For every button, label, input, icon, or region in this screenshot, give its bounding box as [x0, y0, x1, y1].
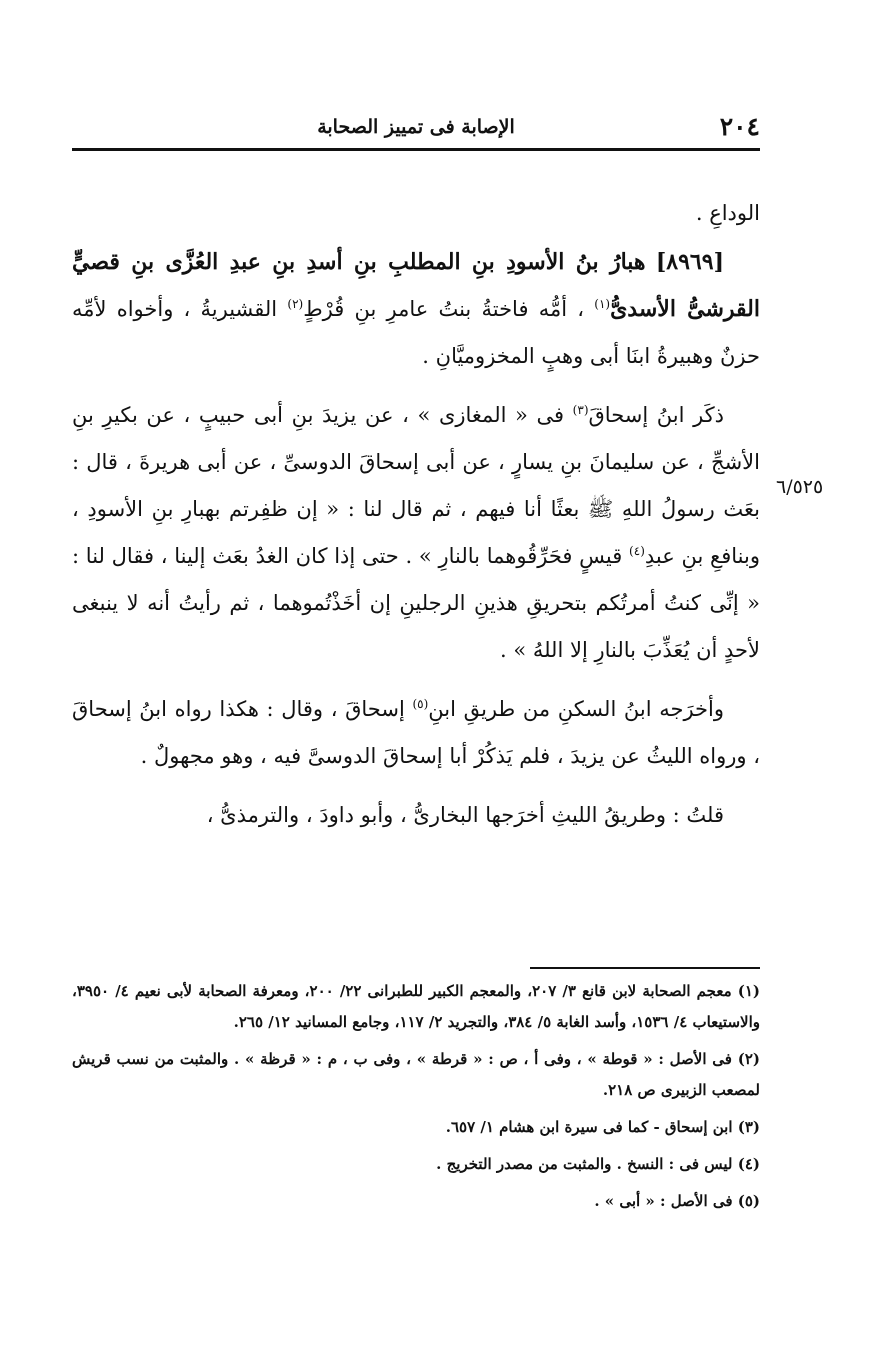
- footnote-ref-4: (٤): [629, 544, 645, 558]
- entry-name: هبارُ بنُ الأسودِ بنِ المطلبِ بنِ أسدِ بنِ عبدِ العُزَّى بنِ قصيٍّ القرشىُّ الأسدىُّ: [72, 249, 760, 322]
- footnote-1: (١) معجم الصحابة لابن قانع ٣/ ٢٠٧، والمعجم الكبير للطبرانى ٢٢/ ٢٠٠، ومعرفة الصحابة لأبى نعيم ٤/ ٣٩٥٠، والاستيعاب ٤/ ١٥٣٦، وأسد الغابة ٥/ ٣٨٤، والتجريد ٢/ ١١٧، وجامع المسانيد ١٢/ ٢٦٥.: [72, 982, 760, 1031]
- page-number: ٢٠٤: [719, 112, 760, 141]
- footnote-divider: [530, 967, 760, 969]
- paragraph-text: ذكَر ابنُ إسحاقَ: [588, 403, 725, 427]
- footnote-5: (٥) فى الأصل : « أبى » .: [594, 1192, 760, 1210]
- footnotes: [72, 976, 760, 1223]
- footnote-3: (٣) ابن إسحاق - كما فى سيرة ابن هشام ١/ ٦٥٧.: [445, 1118, 760, 1136]
- paragraph-text: وأخرَجه ابنُ السكنِ من طريقِ ابنِ: [428, 697, 724, 721]
- paragraph-4: [72, 792, 760, 839]
- paragraph-3: [72, 686, 760, 780]
- page-header: [72, 108, 760, 151]
- footnote-ref-5: (٥): [412, 697, 429, 711]
- entry-number: [٨٩٦٩]: [655, 249, 724, 275]
- entry-text: ، أمُّه فاختةُ بنتُ عامرِ بنِ قُرْطٍ: [303, 297, 585, 321]
- entry-text: القشيريةُ ، وأخواه لأمِّه حزنٌ وهبيرةُ ابنَا أبى وهبٍ المخزوميَّانِ .: [72, 297, 760, 368]
- main-text: [72, 190, 760, 839]
- footnote-2: (٢) فى الأصل : « قوطة » ، وفى أ ، ص : « قرطة » ، وفى ب ، م : « قرظة » . والمثبت من نسب قريش لمصعب الزبيرى ص ٢١٨.: [72, 1050, 760, 1099]
- footnote-ref-1: (١): [594, 297, 611, 311]
- running-title: الإصابة فى تمييز الصحابة: [317, 116, 515, 138]
- paragraph-text: قلتُ : وطريقُ الليثِ أخرَجها البخارىُّ ، وأبو داودَ ، والترمذىُّ ،: [206, 803, 724, 827]
- paragraph-text: الوداعِ .: [695, 201, 760, 225]
- paragraph-text: إسحاقَ ، وقال : هكذا رواه ابنُ إسحاقَ ، ورواه الليثُ عن يزيدَ ، فلم يَذكُرْ أبا إسحاقَ الدوسىَّ فيه ، وهو مجهولٌ .: [72, 697, 760, 768]
- entry-paragraph: [72, 239, 760, 380]
- paragraph-2: [72, 392, 760, 674]
- footnote-4: (٤) ليس فى : النسخ . والمثبت من مصدر التخريج .: [436, 1155, 760, 1173]
- footnote-ref-3: (٣): [572, 403, 589, 417]
- footnote-ref-2: (٢): [287, 297, 304, 311]
- paragraph-text: قيسٍ فحَرِّقُوهما بالنارِ » . حتى إذا كان الغدُ بعَث إلينا ، فقال لنا : « إنِّى كنتُ أمرتُكم بتحريقِ هذينِ الرجلينِ إن أخَذْتُموهما ، ثم رأيتُ أنه لا ينبغى لأحدٍ أن يُعَذِّبَ بالنارِ إلا اللهُ » .: [72, 544, 760, 662]
- paragraph-text: فى « المغازى » ، عن يزيدَ بنِ أبى حبيبٍ ، عن بكيرِ بنِ الأشجِّ ، عن سليمانَ بنِ يسارٍ ، عن أبى إسحاقَ الدوسىِّ ، عن أبى هريرةَ ، قال : بعَث رسولُ اللهِ ﷺ بعثًا أنا فيهم ، ثم قال لنا : « إن ظفِرتم بهبارِ بنِ الأسودِ ، وبنافعِ بنِ عبدِ: [72, 403, 760, 568]
- paragraph-0: [72, 190, 760, 237]
- margin-reference: ٦/٥٢٥: [776, 476, 824, 498]
